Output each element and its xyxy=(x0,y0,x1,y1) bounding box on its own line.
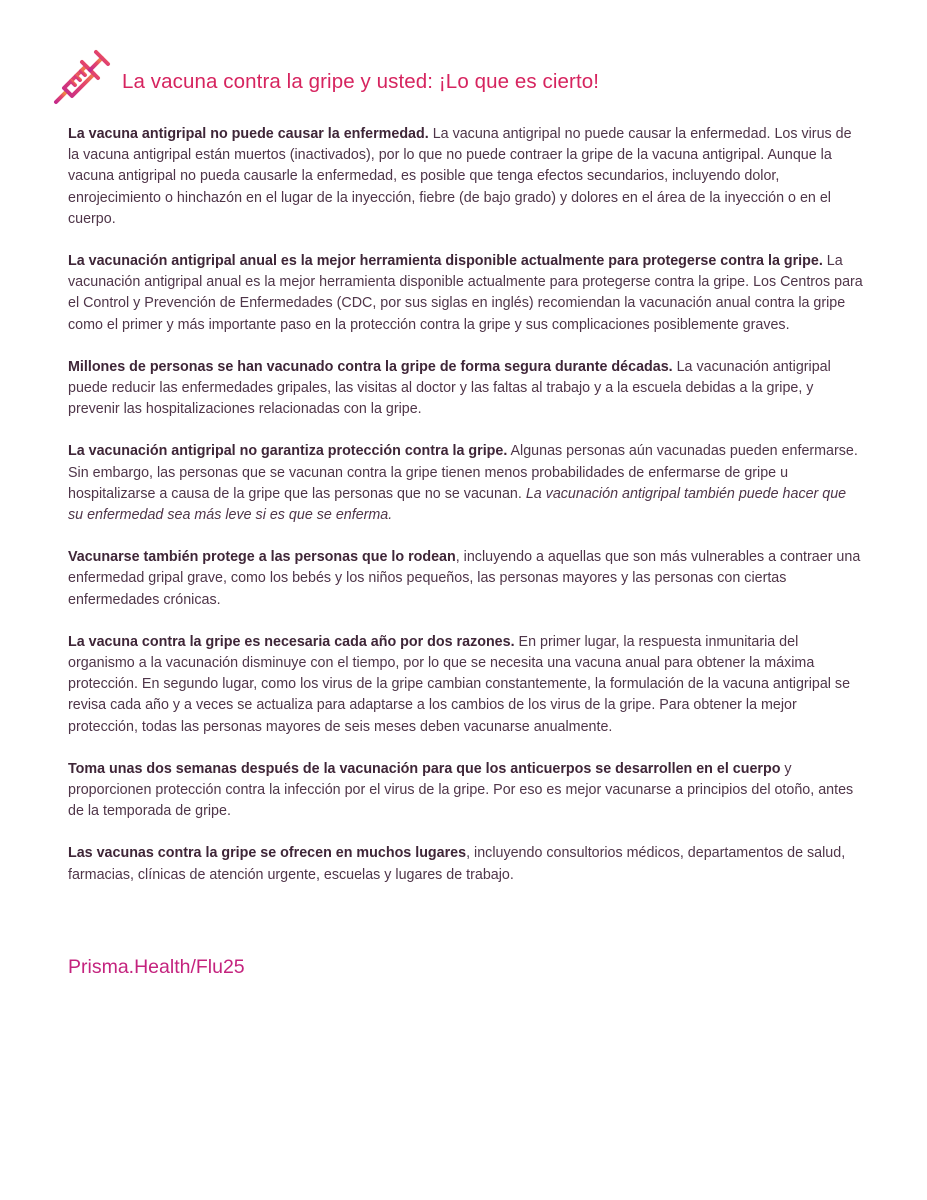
paragraph-vaccine-cannot-cause-illness xyxy=(68,124,864,230)
paragraph-lead: La vacunación antigripal no garantiza protección contra la gripe. xyxy=(68,443,508,460)
paragraph-body: y proporcionen protección contra la infección por el virus de la gripe. Por eso es mejor vacunarse a principios del otoño, antes de la temporada de gripe. xyxy=(68,760,854,820)
paragraph-body: Algunas personas aún vacunadas pueden enfermarse. Sin embargo, las personas que se vacunan contra la gripe tienen menos probabilidades de enfermarse de gripe u hospitalizarse a causa de la gripe que las personas que no se vacunan. xyxy=(68,443,858,502)
paragraph-body: , incluyendo a aquellas que son más vulnerables a contraer una enfermedad gripal grave, como los bebés y los niños pequeños, las personas mayores y las personas con ciertas enfermedades crónicas. xyxy=(68,549,861,608)
paragraph-annual-vaccination-best-tool xyxy=(68,251,864,336)
syringe-icon xyxy=(52,44,116,108)
body-content xyxy=(68,124,864,907)
footer-url-link[interactable]: Prisma.Health/Flu25 xyxy=(68,956,245,978)
paragraph-body: La vacuna antigripal no puede causar la enfermedad. Los virus de la vacuna antigripal están muertos (inactivados), por lo que no puede contraer la gripe de la vacuna antigripal. Aunque la vacuna antigripal no pueda causarle la enfermedad, es posible que tenga efectos secundarios, incluyendo dolor, enrojecimiento o hinchazón en el lugar de la inyección, fiebre (de bajo grado) y dolores en el área de la inyección o en el cuerpo. xyxy=(68,126,852,227)
header xyxy=(52,44,116,108)
paragraph-two-weeks-antibodies xyxy=(68,759,864,823)
paragraph-body: La vacunación antigripal anual es la mejor herramienta disponible actualmente para protegerse contra la gripe. Los Centros para el Control y Prevención de Enfermedades (CDC, por sus siglas en inglés) recomiendan la vacunación anual contra la gripe como el primer y más importante paso en la protección contra la gripe y sus complicaciones posiblemente graves. xyxy=(68,253,863,333)
paragraph-protects-others xyxy=(68,547,864,611)
paragraph-no-guaranteed-protection xyxy=(68,441,864,526)
paragraph-lead: La vacuna contra la gripe es necesaria cada año por dos razones. xyxy=(68,633,515,650)
paragraph-where-to-get-vaccine xyxy=(68,843,864,885)
paragraph-lead: Vacunarse también protege a las personas que lo rodean xyxy=(68,549,456,566)
paragraph-italic-note: La vacunación antigripal también puede hacer que su enfermedad sea más leve si es que se enferma. xyxy=(68,485,847,524)
paragraph-lead: Las vacunas contra la gripe se ofrecen en muchos lugares xyxy=(68,845,467,862)
paragraph-lead: La vacunación antigripal anual es la mejor herramienta disponible actualmente para protegerse contra la gripe. xyxy=(68,253,823,270)
paragraph-body: En primer lugar, la respuesta inmunitaria del organismo a la vacunación disminuye con el tiempo, por lo que se necesita una vacuna anual para obtener la máxima protección. En segundo lugar, como los virus de la gripe cambian constantemente, la formulación de la vacuna antigripal se revisa cada año y a veces se actualiza para adaptarse a los cambios de los virus de la gripe. Para obtener la mejor protección, todas las personas mayores de seis meses deben vacunarse anualmente. xyxy=(68,633,851,735)
paragraph-lead: La vacuna antigripal no puede causar la enfermedad. xyxy=(68,126,429,142)
paragraph-body: La vacunación antigripal puede reducir las enfermedades gripales, las visitas al doctor y las faltas al trabajo y a la escuela debidas a la gripe, y prevenir las hospitalizaciones relacionadas con la gripe. xyxy=(68,358,831,418)
paragraph-lead: Toma unas dos semanas después de la vacunación para que los anticuerpos se desarrollen en el cuerpo xyxy=(68,760,781,777)
paragraph-lead: Millones de personas se han vacunado contra la gripe de forma segura durante décadas. xyxy=(68,358,673,375)
paragraph-millions-vaccinated-safely xyxy=(68,357,864,421)
paragraph-body: , incluyendo consultorios médicos, departamentos de salud, farmacias, clínicas de atención urgente, escuelas y lugares de trabajo. xyxy=(68,845,846,883)
paragraph-needed-every-year xyxy=(68,632,864,738)
page-title: La vacuna contra la gripe y usted: ¡Lo que es cierto! xyxy=(122,70,600,93)
